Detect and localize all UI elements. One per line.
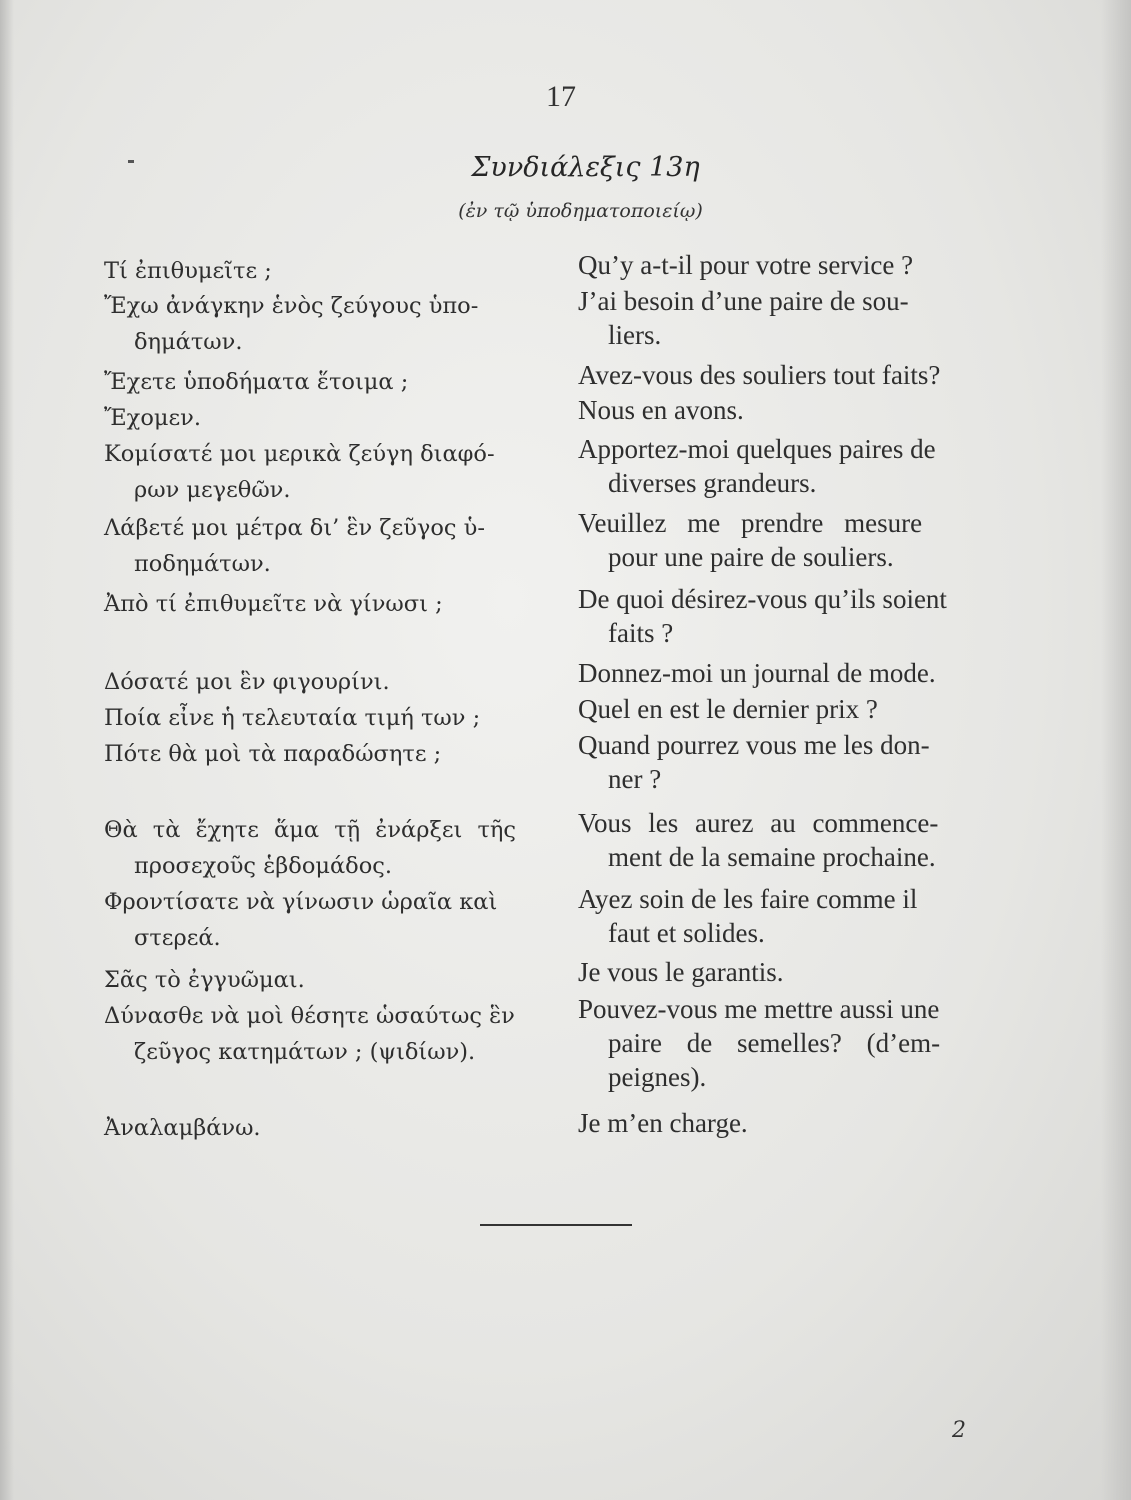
page-edge-shadow-right — [1101, 0, 1131, 1500]
french-text: diverses grandeurs. — [608, 468, 817, 498]
conversation-title-text: Συνδιάλεξις 13η — [471, 152, 700, 183]
greek-text: Θὰ τὰ ἔχητε ἅμα τῇ ἐνάρξει τῆς — [104, 817, 516, 843]
greek-text: Ἔχετε ὑποδήματα ἕτοιμα ; — [104, 369, 409, 395]
greek-line — [104, 510, 549, 582]
greek-text: Λάβετέ μοι μέτρα δι’ ἓν ζεῦγος ὑ- — [104, 515, 485, 541]
greek-text: στερεά. — [134, 925, 221, 951]
greek-line — [104, 700, 549, 736]
greek-line — [104, 736, 549, 772]
greek-text: Σᾶς τὸ ἐγγυῶμαι. — [104, 967, 305, 993]
french-text: Pouvez-vous me mettre aussi une — [578, 994, 940, 1024]
conversation-subtitle — [0, 200, 1131, 222]
french-line — [578, 582, 1018, 650]
french-line — [578, 806, 1018, 874]
french-text: Avez-vous des souliers tout faits? — [578, 360, 941, 390]
greek-line — [104, 998, 549, 1070]
greek-line — [104, 884, 549, 956]
french-text: De quoi désirez-vous qu’ils soient — [578, 584, 947, 614]
greek-text: Ἔχομεν. — [104, 405, 201, 431]
greek-line — [104, 962, 549, 998]
french-text: faut et solides. — [608, 918, 765, 948]
greek-text: Φροντίσατε νὰ γίνωσιν ὡραῖα καὶ — [104, 889, 498, 915]
french-line — [578, 358, 1018, 392]
page-edge-shadow-left — [0, 0, 14, 1500]
french-text: Apportez-moi quelques paires de — [578, 434, 936, 464]
conversation-subtitle-text: (ἐν τῷ ὑποδηματοποιείῳ) — [458, 200, 703, 222]
greek-text: Δύνασθε νὰ μοὶ θέσητε ὡσαύτως ἓν — [104, 1003, 515, 1029]
french-text: peignes). — [608, 1062, 707, 1092]
greek-text: Ἀναλαμβάνω. — [104, 1115, 261, 1141]
greek-text: ρων μεγεθῶν. — [134, 477, 291, 503]
greek-text: δημάτων. — [134, 329, 243, 355]
conversation-title — [0, 152, 1131, 183]
french-line — [578, 506, 1018, 574]
french-text: pour une paire de souliers. — [608, 542, 894, 572]
french-line — [578, 992, 1018, 1094]
french-line — [578, 656, 1018, 690]
greek-text: Πότε θὰ μοὶ τὰ παραδώσητε ; — [104, 741, 442, 767]
greek-text: Ἔχω ἀνάγκην ἑνὸς ζεύγους ὑπο- — [104, 293, 479, 319]
page-number: 17 — [546, 80, 576, 113]
greek-line — [104, 436, 549, 508]
greek-line — [104, 586, 549, 622]
french-text: J’ai besoin d’une paire de sou- — [578, 286, 909, 316]
french-line — [578, 393, 1018, 427]
french-line — [578, 432, 1018, 500]
french-text: Nous en avons. — [578, 395, 744, 425]
french-text: Je m’en charge. — [578, 1108, 748, 1138]
french-text: ner ? — [608, 764, 662, 794]
french-text: Donnez-moi un journal de mode. — [578, 658, 936, 688]
french-text: Qu’y a-t-il pour votre service ? — [578, 250, 914, 280]
greek-text: ποδημάτων. — [134, 551, 271, 577]
french-text: Ayez soin de les faire comme il — [578, 884, 918, 914]
french-line — [578, 284, 1018, 352]
greek-text: Τί ἐπιθυμεῖτε ; — [104, 258, 272, 284]
greek-text: ζεῦγος κατημάτων ; (ψιδίων). — [134, 1039, 476, 1065]
greek-line — [104, 253, 549, 289]
french-text: Quand pourrez vous me les don- — [578, 730, 930, 760]
french-text: Vous les aurez au commence- — [578, 808, 939, 838]
signature-mark: 2 — [952, 1418, 966, 1443]
french-line — [578, 882, 1018, 950]
french-text: ment de la semaine prochaine. — [608, 842, 936, 872]
greek-text: Δόσατέ μοι ἓν φιγουρίνι. — [104, 669, 390, 695]
french-text: faits ? — [608, 618, 674, 648]
greek-text: Ποία εἶνε ἡ τελευταία τιμή των ; — [104, 705, 481, 731]
french-text: Quel en est le dernier prix ? — [578, 694, 878, 724]
greek-line — [104, 664, 549, 700]
greek-text: προσεχοῦς ἑβδομάδος. — [134, 853, 393, 879]
french-line — [578, 1106, 1018, 1140]
french-text: paire de semelles? (d’em- — [608, 1028, 941, 1058]
end-rule — [480, 1224, 632, 1226]
french-line — [578, 248, 1018, 282]
french-line — [578, 692, 1018, 726]
french-text: Je vous le garantis. — [578, 957, 784, 987]
french-text: Veuillez me prendre mesure — [578, 508, 923, 538]
french-line — [578, 728, 1018, 796]
french-line — [578, 955, 1018, 989]
greek-line — [104, 288, 549, 360]
greek-text: Ἀπὸ τί ἐπιθυμεῖτε νὰ γίνωσι ; — [104, 591, 443, 617]
greek-line — [104, 364, 549, 400]
greek-text: Κομίσατέ μοι μερικὰ ζεύγη διαφό- — [104, 441, 495, 467]
greek-line — [104, 812, 549, 884]
french-text: liers. — [608, 320, 662, 350]
greek-line — [104, 1110, 549, 1146]
greek-line — [104, 400, 549, 436]
